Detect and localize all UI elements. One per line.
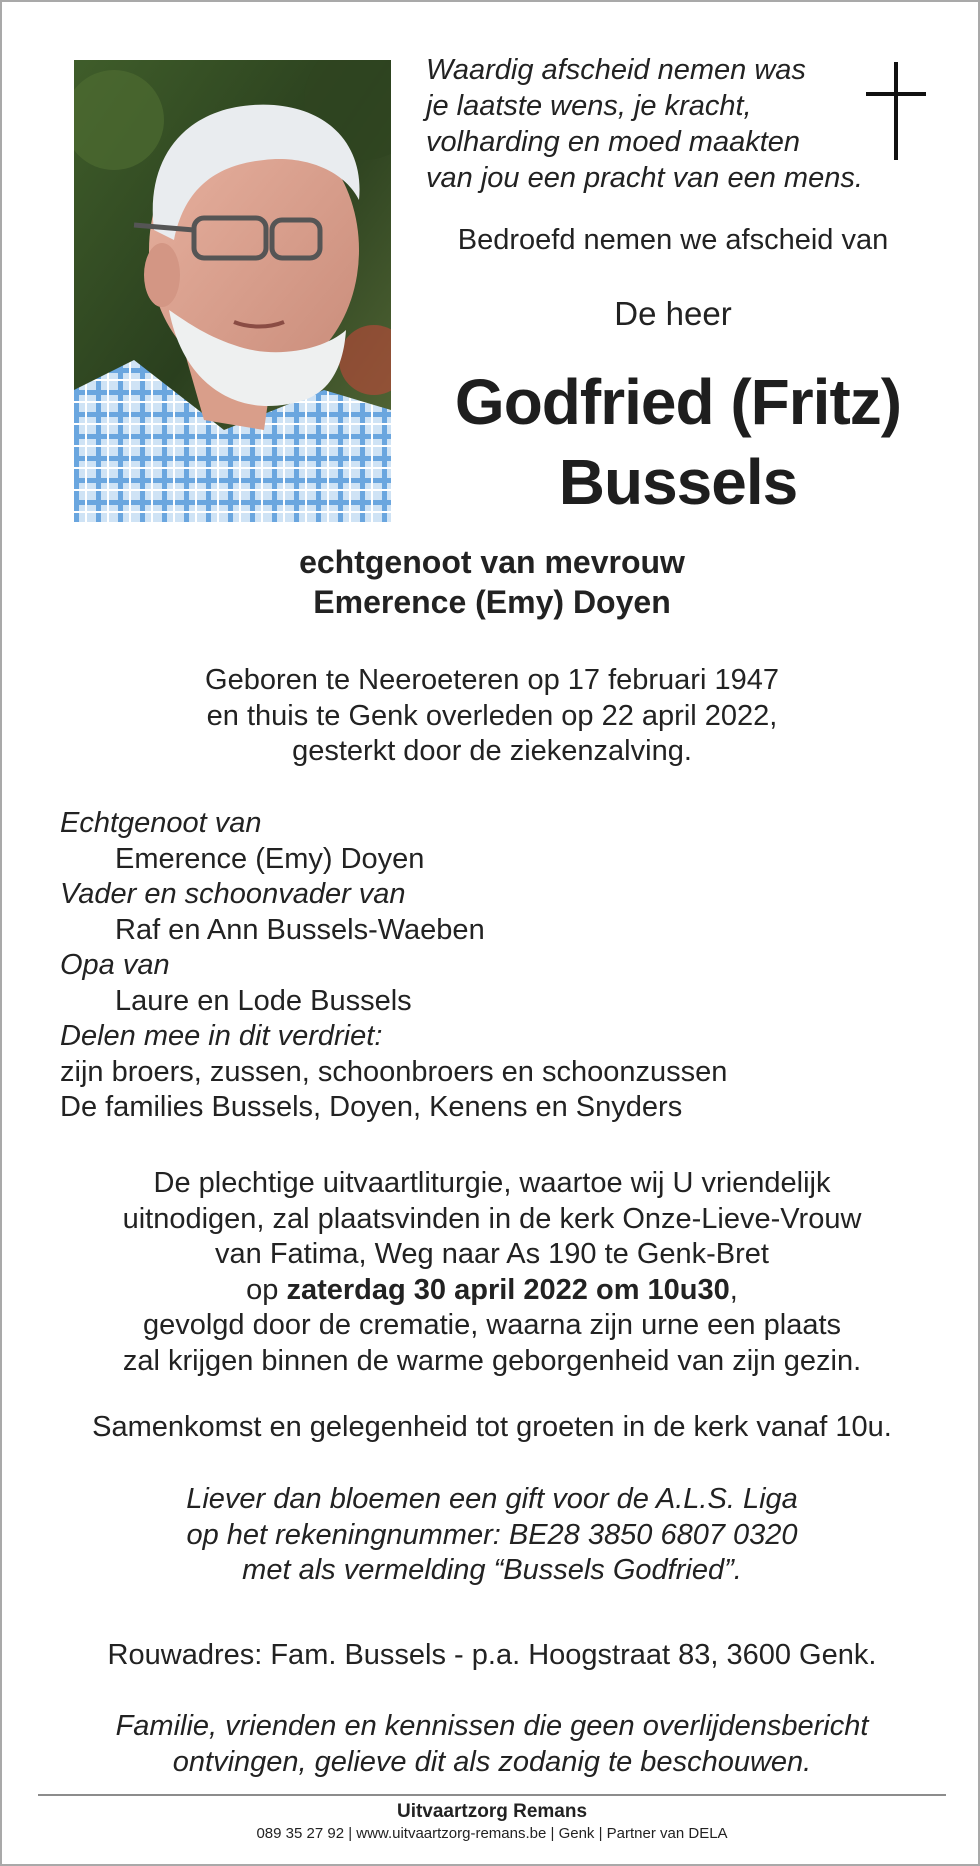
portrait-photo bbox=[74, 60, 391, 522]
service-date: zaterdag 30 april 2022 om 10u30 bbox=[286, 1273, 730, 1306]
service-line: uitnodigen, zal plaatsvinden in de kerk Onze-Lieve-Vrouw bbox=[122, 1202, 862, 1235]
family-extra: zijn broers, zussen, schoonbroers en schoonzussen bbox=[60, 1055, 728, 1088]
family-role: Vader en schoonvader van bbox=[60, 878, 406, 910]
family-member: Laure en Lode Bussels bbox=[115, 984, 412, 1017]
poem-line: Waardig afscheid nemen was bbox=[426, 54, 806, 86]
gift-line: met als vermelding “Bussels Godfried”. bbox=[242, 1554, 742, 1586]
service-line: De plechtige uitvaartliturgie, waartoe wij U vriendelijk bbox=[153, 1167, 831, 1199]
born-line: gesterkt door de ziekenzalving. bbox=[292, 735, 692, 767]
service-line: gevolgd door de crematie, waarna zijn urne een plaats bbox=[142, 1309, 842, 1341]
notice-line: Familie, vrienden en kennissen die geen overlijdensbericht bbox=[115, 1710, 869, 1742]
service-line: van Fatima, Weg naar As 190 te Genk-Bret bbox=[215, 1238, 769, 1270]
family-role: Echtgenoot van bbox=[60, 807, 262, 839]
meeting-info: Samenkomst en gelegenheid tot groeten in de kerk vanaf 10u. bbox=[92, 1411, 892, 1443]
family-member: Emerence (Emy) Doyen bbox=[115, 842, 425, 875]
poem-line: van jou een pracht van een mens. bbox=[426, 162, 863, 194]
service-date-suffix: , bbox=[729, 1273, 738, 1306]
family-role: Opa van bbox=[60, 949, 170, 981]
service-line: zal krijgen binnen de warme geborgenheid van zijn gezin. bbox=[122, 1344, 862, 1377]
poem-line: je laatste wens, je kracht, bbox=[426, 90, 752, 122]
service-date-line bbox=[2, 1273, 980, 1309]
intro-text: Bedroefd nemen we afscheid van bbox=[457, 224, 889, 256]
birth-death-info bbox=[2, 663, 980, 770]
family-extra: De families Bussels, Doyen, Kenens en Snyders bbox=[60, 1091, 683, 1123]
service-info bbox=[2, 1166, 980, 1379]
family-member: Raf en Ann Bussels-Waeben bbox=[115, 913, 485, 946]
notice-text bbox=[2, 1709, 980, 1780]
funeral-home-contact: 089 35 27 92 | www.uitvaartzorg-remans.be | Genk | Partner van DELA bbox=[256, 1825, 728, 1842]
born-line: en thuis te Genk overleden op 22 april 2022, bbox=[206, 699, 778, 732]
cross-icon bbox=[866, 62, 926, 162]
name-line: Bussels bbox=[558, 446, 798, 518]
gift-info bbox=[2, 1482, 980, 1589]
notice-line: ontvingen, gelieve dit als zodanig te beschouwen. bbox=[172, 1745, 812, 1778]
family-list bbox=[60, 806, 960, 1126]
born-line: Geboren te Neeroeteren op 17 februari 1947 bbox=[205, 664, 779, 696]
family-role: Delen mee in dit verdriet: bbox=[60, 1020, 383, 1052]
spouse-line: echtgenoot van mevrouw bbox=[299, 544, 685, 580]
funeral-home-name: Uitvaartzorg Remans bbox=[396, 1801, 588, 1822]
poem bbox=[426, 52, 863, 196]
gift-line: op het rekeningnummer: BE28 3850 6807 0320 bbox=[186, 1518, 798, 1551]
gift-line: Liever dan bloemen een gift voor de A.L.S. Liga bbox=[186, 1483, 798, 1515]
poem-line: volharding en moed maakten bbox=[426, 126, 801, 158]
footer-divider bbox=[38, 1794, 946, 1796]
name-line: Godfried (Fritz) bbox=[454, 366, 902, 438]
spouse-line: Emerence (Emy) Doyen bbox=[313, 584, 671, 620]
deceased-name bbox=[420, 362, 936, 522]
mourning-address: Rouwadres: Fam. Bussels - p.a. Hoogstraat 83, 3600 Genk. bbox=[107, 1639, 877, 1671]
spouse-heading bbox=[2, 542, 980, 622]
service-date-prefix: op bbox=[246, 1273, 287, 1306]
honorific: De heer bbox=[614, 295, 732, 332]
